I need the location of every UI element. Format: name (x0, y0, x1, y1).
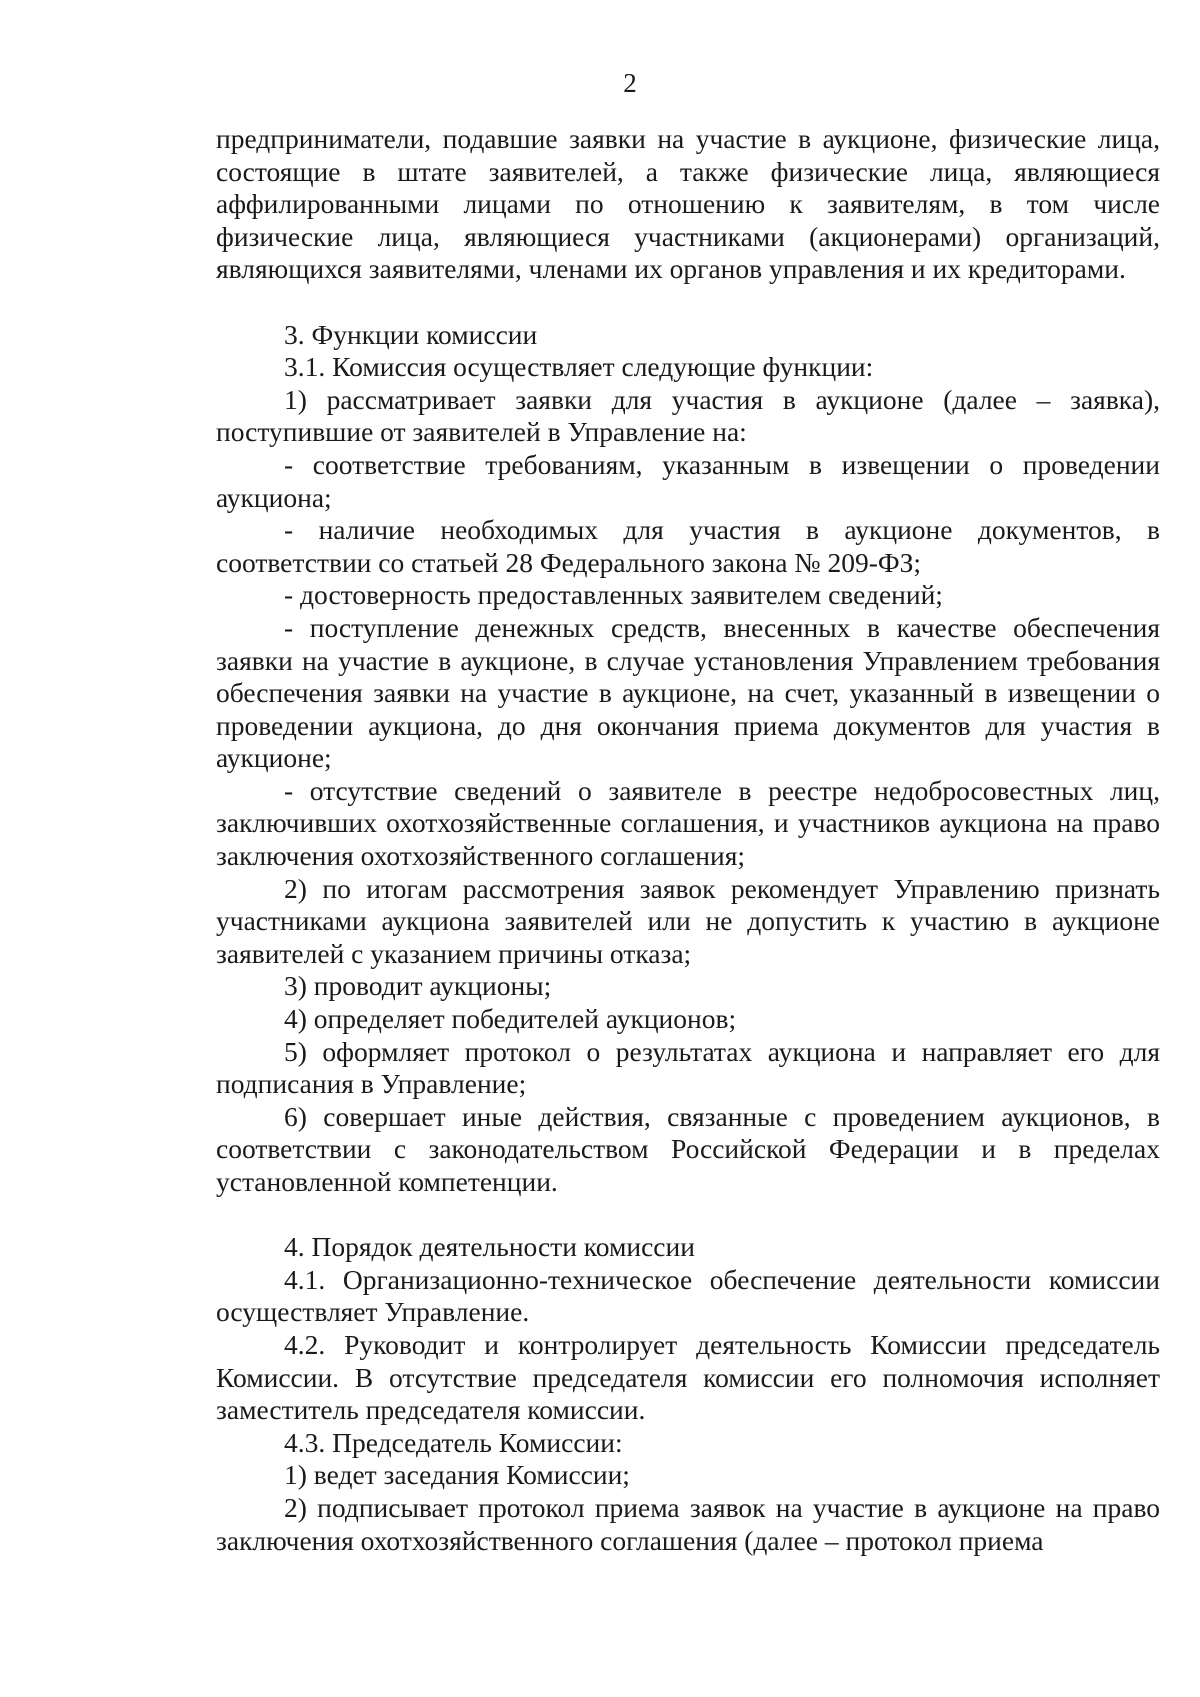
list-subitem: - соответствие требованиям, указанным в извещении о проведении аукциона; (216, 448, 1160, 513)
paragraph-4-2: 4.2. Руководит и контролирует деятельность Комиссии председатель Комиссии. В отсутствие председателя комиссии его полномочия исполняет заместитель председателя комиссии. (216, 1328, 1160, 1426)
section-heading-3: 3. Функции комиссии (284, 318, 538, 350)
list-item-3-1-2: 2) по итогам рассмотрения заявок рекомендует Управлению признать участниками аукциона заявителей или не допустить к участию в аукционе заявителей с указанием причины отказа; (216, 872, 1160, 969)
document-body (216, 123, 1160, 1557)
paragraph-4-3: 4.3. Председатель Комиссии: (284, 1426, 623, 1458)
list-item-4-3-2: 2) подписывает протокол приема заявок на участие в аукционе на право заключения охотхозяйственного соглашения (далее – протокол приема (216, 1491, 1160, 1556)
section-gap (216, 1199, 1160, 1232)
list-item-4-3-1: 1) ведет заседания Комиссии; (284, 1459, 630, 1491)
list-subitem: - достоверность предоставленных заявителем сведений; (284, 579, 943, 611)
list-item-3-1-6: 6) совершает иные действия, связанные с проведением аукционов, в соответствии с законодательством Российской Федерации и в пределах установленной компетенции. (216, 1100, 1160, 1197)
paragraph-continuation: предприниматели, подавшие заявки на участие в аукционе, физические лица, состоящие в штате заявителей, а также физические лица, являющиеся аффилированными лицами по отношению к заявителям, в том числе физические лица, являющиеся участниками (акционерами) организаций, являющихся заявителями, членами их органов управления и их кредиторами. (216, 123, 1160, 285)
list-item-3-1-5: 5) оформляет протокол о результатах аукциона и направляет его для подписания в Управление; (216, 1035, 1160, 1100)
list-item-3-1-4: 4) определяет победителей аукционов; (284, 1003, 737, 1035)
paragraph-3-1: 3.1. Комиссия осуществляет следующие функции: (284, 351, 874, 383)
list-item-3-1-1: 1) рассматривает заявки для участия в аукционе (далее – заявка), поступившие от заявителей в Управление на: (216, 383, 1160, 448)
list-item-3-1-3: 3) проводит аукционы; (284, 970, 552, 1002)
section-gap (216, 286, 1160, 319)
list-subitem: - поступление денежных средств, внесенных в качестве обеспечения заявки на участие в аукционе, в случае установления Управлением требования обеспечения заявки на участие в аукционе, на счет, указанный в извещении о проведении аукциона, до дня окончания приема документов для участия в аукционе; (216, 611, 1160, 774)
section-heading-4: 4. Порядок деятельности комиссии (284, 1231, 695, 1263)
paragraph-4-1: 4.1. Организационно-техническое обеспечение деятельности комиссии осуществляет Управление. (216, 1263, 1160, 1328)
page-number: 2 (623, 68, 637, 98)
list-subitem: - наличие необходимых для участия в аукционе документов, в соответствии со статьей 28 Федерального закона № 209-ФЗ; (216, 514, 1160, 578)
list-subitem: - отсутствие сведений о заявителе в реестре недобросовестных лиц, заключивших охотхозяйственные соглашения, и участников аукциона на право заключения охотхозяйственного соглашения; (216, 774, 1160, 872)
